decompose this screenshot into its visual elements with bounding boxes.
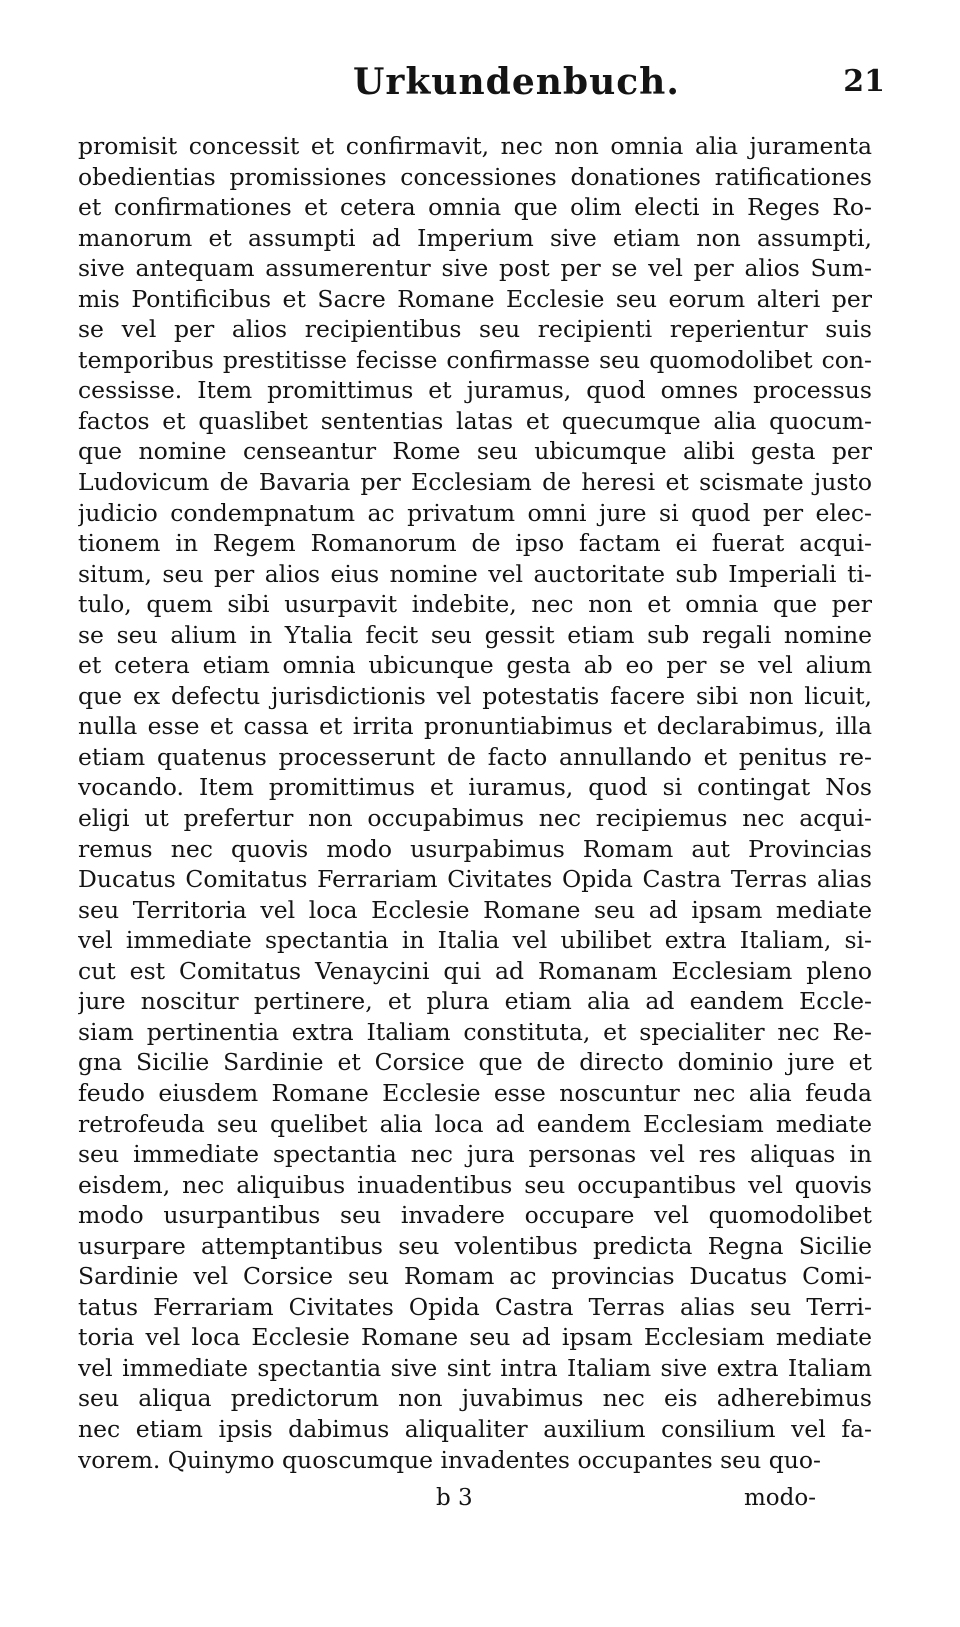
text-line: cut est Comitatus Venaycini qui ad Romanam Ecclesiam pleno	[78, 956, 872, 985]
text-line: Ludovicum de Bavaria per Ecclesiam de heresi et scismate justo	[78, 468, 872, 497]
text-line: seu Territoria vel loca Ecclesie Romane seu ad ipsam mediate	[78, 895, 872, 924]
text-line: se vel per alios recipientibus seu recipienti reperientur suis	[78, 315, 872, 344]
text-line: seu immediate spectantia nec jura personas vel res aliquas in	[78, 1140, 872, 1169]
text-line: tionem in Regem Romanorum de ipso factam ei fuerat acqui-	[78, 529, 872, 558]
text-line: se seu alium in Ytalia fecit seu gessit etiam sub regali nomine	[78, 620, 872, 649]
text-line: obedientias promissiones concessiones donationes ratificationes	[78, 162, 872, 191]
text-line: tatus Ferrariam Civitates Opida Castra Terras alias seu Terri-	[78, 1292, 872, 1321]
running-title: Urkundenbuch.	[353, 61, 680, 103]
page-footer	[78, 1480, 872, 1516]
text-line: eisdem, nec aliquibus inuadentibus seu occupantibus vel quovis	[78, 1170, 872, 1199]
text-line: vel immediate spectantia in Italia vel ubilibet extra Italiam, si-	[78, 926, 872, 955]
text-line: vel immediate spectantia sive sint intra Italiam sive extra Italiam	[78, 1353, 872, 1382]
text-line: manorum et assumpti ad Imperium sive etiam non assumpti,	[78, 223, 872, 252]
text-line: judicio condempnatum ac privatum omni jure si quod per elec-	[78, 498, 872, 527]
text-line: et confirmationes et cetera omnia que olim electi in Reges Ro-	[78, 193, 872, 222]
text-line: factos et quaslibet sententias latas et quecumque alia quocum-	[78, 406, 872, 435]
text-line: tulo, quem sibi usurpavit indebite, nec non et omnia que per	[78, 590, 872, 619]
signature-mark: b 3	[436, 1485, 473, 1511]
text-line: que nomine censeantur Rome seu ubicumque alibi gesta per	[78, 437, 872, 466]
text-line: retrofeuda seu quelibet alia loca ad eandem Ecclesiam mediate	[78, 1109, 872, 1138]
catchword: modo-	[744, 1485, 816, 1511]
text-line: que ex defectu jurisdictionis vel potestatis facere sibi non licuit,	[78, 681, 872, 710]
text-line: feudo eiusdem Romane Ecclesie esse noscuntur nec alia feuda	[78, 1078, 872, 1107]
text-line: nulla esse et cassa et irrita pronuntiabimus et declarabimus, illa	[78, 712, 872, 741]
running-head	[78, 58, 885, 106]
text-line: usurpare attemptantibus seu volentibus predicta Regna Sicilie	[78, 1231, 872, 1260]
text-line: promisit concessit et confirmavit, nec non omnia alia juramenta	[78, 132, 872, 160]
text-line: et cetera etiam omnia ubicunque gesta ab eo per se vel alium	[78, 651, 872, 680]
text-line: Sardinie vel Corsice seu Romam ac provincias Ducatus Comi-	[78, 1262, 872, 1291]
text-line: sive antequam assumerentur sive post per se vel per alios Sum-	[78, 254, 872, 283]
text-line: vorem. Quinymo quoscumque invadentes occupantes seu quo-	[78, 1445, 821, 1474]
text-line: Ducatus Comitatus Ferrariam Civitates Opida Castra Terras alias	[78, 865, 872, 894]
text-line: remus nec quovis modo usurpabimus Romam aut Provincias	[78, 834, 872, 863]
text-line: vocando. Item promittimus et iuramus, quod si contingat Nos	[78, 773, 872, 802]
text-line: modo usurpantibus seu invadere occupare vel quomodolibet	[78, 1201, 872, 1230]
text-line: temporibus prestitisse fecisse confirmasse seu quomodolibet con-	[78, 345, 872, 374]
text-line: cessisse. Item promittimus et juramus, quod omnes processus	[78, 376, 872, 405]
text-line: mis Pontificibus et Sacre Romane Ecclesie seu eorum alteri per	[78, 284, 872, 313]
page-number: 21	[843, 64, 885, 99]
body-text	[78, 131, 872, 1475]
text-line: toria vel loca Ecclesie Romane seu ad ipsam Ecclesiam mediate	[78, 1323, 872, 1352]
text-line: seu aliqua predictorum non juvabimus nec eis adherebimus	[78, 1384, 872, 1413]
text-line: situm, seu per alios eius nomine vel auctoritate sub Imperiali ti-	[78, 559, 872, 588]
text-line: nec etiam ipsis dabimus aliqualiter auxilium consilium vel fa-	[78, 1414, 872, 1443]
text-line: etiam quatenus processerunt de facto annullando et penitus re-	[78, 742, 872, 771]
text-line: siam pertinentia extra Italiam constituta, et specialiter nec Re-	[78, 1017, 872, 1046]
text-line: eligi ut prefertur non occupabimus nec recipiemus nec acqui-	[78, 804, 872, 833]
text-line: jure noscitur pertinere, et plura etiam alia ad eandem Eccle-	[78, 987, 872, 1016]
text-line: gna Sicilie Sardinie et Corsice que de directo dominio jure et	[78, 1048, 872, 1077]
